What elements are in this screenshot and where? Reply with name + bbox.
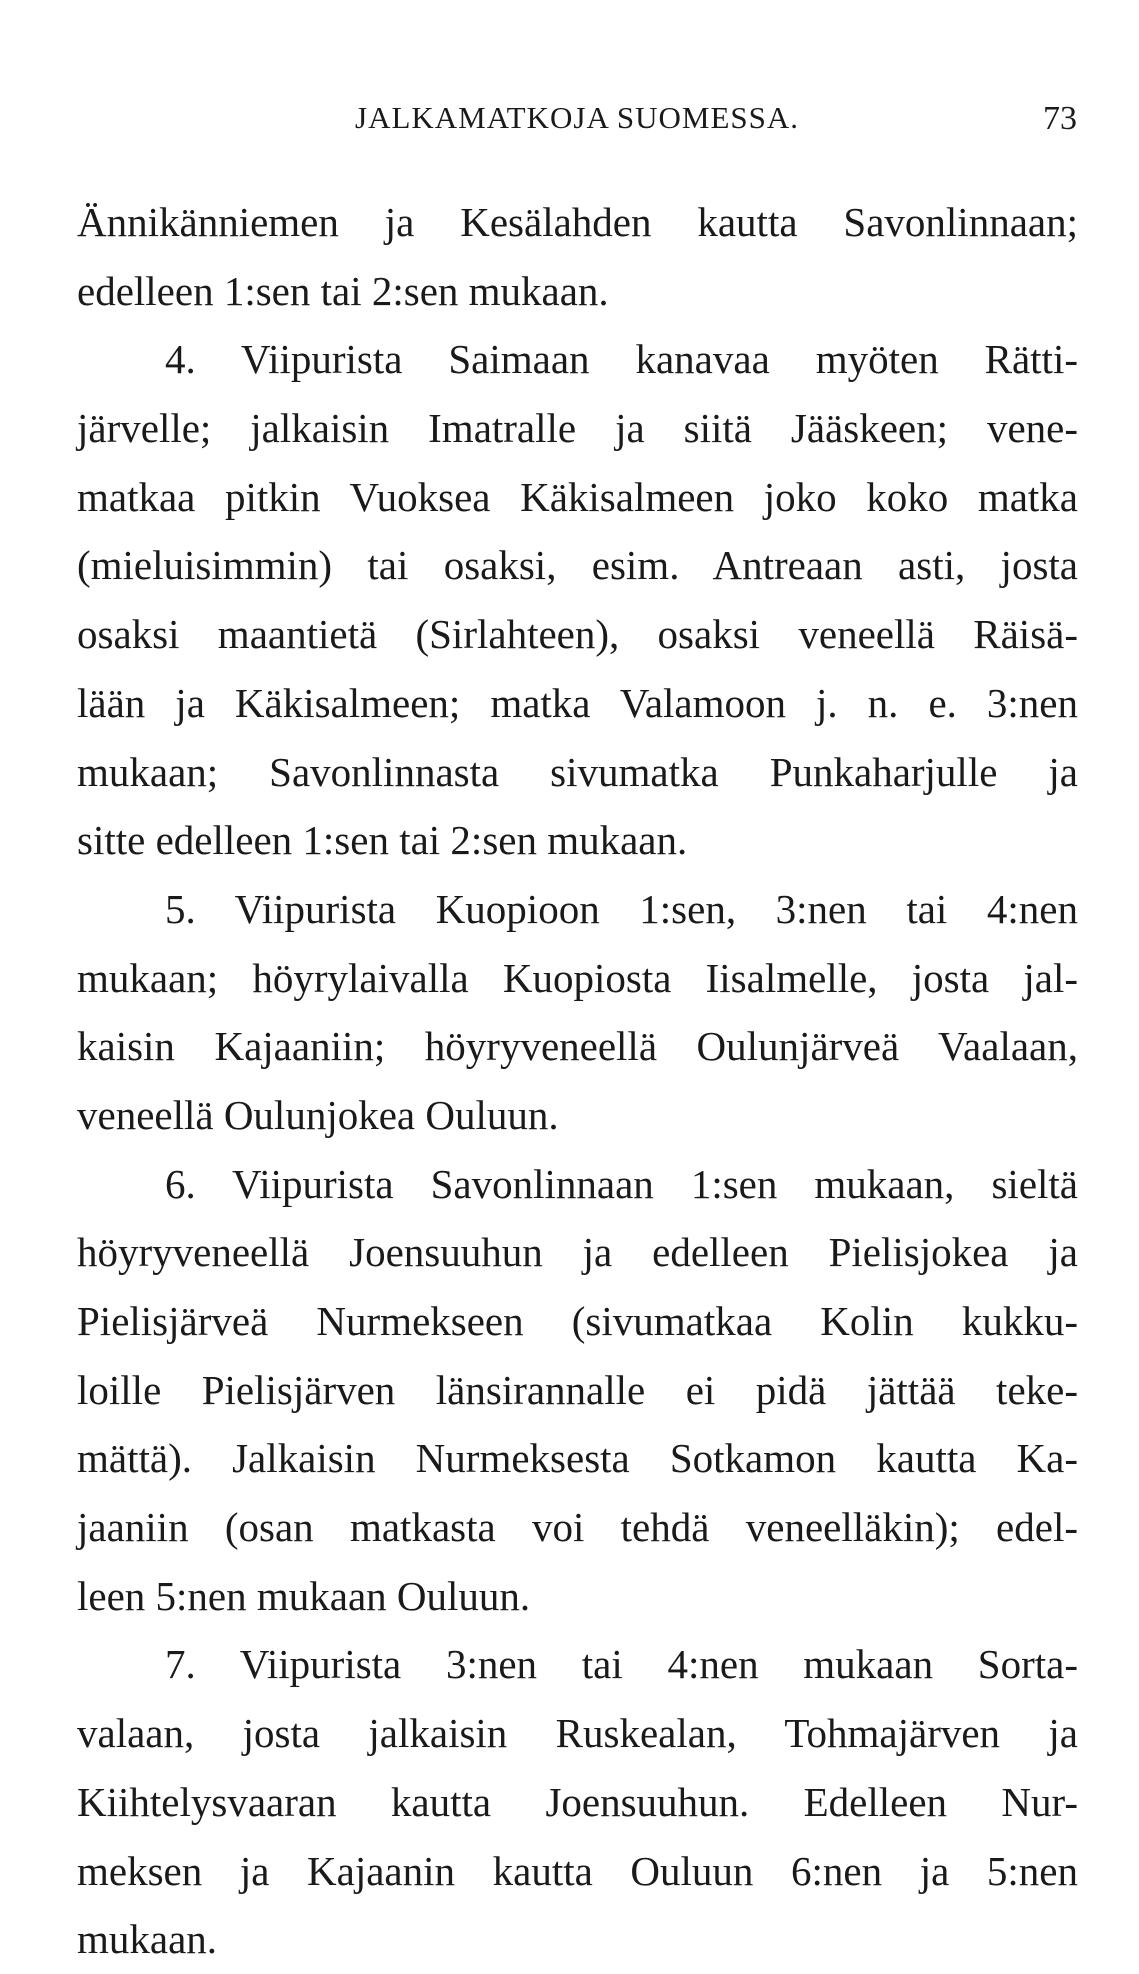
text-line: veneellä Oulunjokea Ouluun.: [77, 1091, 559, 1138]
text-line: mättä). Jalkaisin Nurmeksesta Sotkamon kautta Ka-: [77, 1435, 1078, 1482]
text-line: lään ja Käkisalmeen; matka Valamoon j. n. e. 3:nen: [77, 679, 1078, 726]
text-line: 7. Viipurista 3:nen tai 4:nen mukaan Sorta-: [165, 1641, 1078, 1688]
text-line: leen 5:nen mukaan Ouluun.: [77, 1572, 531, 1619]
text-line: osaksi maantietä (Sirlahteen), osaksi veneellä Räisä-: [77, 611, 1078, 658]
text-line: mukaan.: [77, 1916, 218, 1963]
text-line: kaisin Kajaaniin; höyryveneellä Oulunjärveä Vaalaan,: [77, 1023, 1078, 1070]
text-line: sitte edelleen 1:sen tai 2:sen mukaan.: [77, 817, 688, 864]
text-line: (mieluisimmin) tai osaksi, esim. Antreaan asti, josta: [77, 542, 1078, 589]
text-line: mukaan; Savonlinnasta sivumatka Punkaharjulle ja: [77, 748, 1078, 795]
text-line: matkaa pitkin Vuoksea Käkisalmeen joko koko matka: [77, 473, 1078, 520]
page-number: 73: [1043, 100, 1077, 137]
text-line: loille Pielisjärven länsirannalle ei pidä jättää teke-: [77, 1366, 1078, 1413]
text-line: mukaan; höyrylaivalla Kuopiosta Iisalmelle, josta jal-: [77, 954, 1078, 1001]
text-line: Ännikänniemen ja Kesälahden kautta Savonlinnaan;: [77, 199, 1078, 245]
text-line: jaaniin (osan matkasta voi tehdä veneelläkin); edel-: [77, 1504, 1078, 1551]
text-line: valaan, josta jalkaisin Ruskealan, Tohmajärven ja: [77, 1710, 1078, 1757]
text-line: Kiihtelysvaaran kautta Joensuuhun. Edelleen Nur-: [77, 1778, 1078, 1825]
running-head: JALKAMATKOJA SUOMESSA.: [355, 100, 800, 135]
text-line: höyryveneellä Joensuuhun ja edelleen Pielisjokea ja: [77, 1229, 1078, 1276]
text-line: Pielisjärveä Nurmekseen (sivumatkaa Kolin kukku-: [77, 1298, 1078, 1344]
text-line: meksen ja Kajaanin kautta Ouluun 6:nen ja 5:nen: [77, 1847, 1078, 1894]
text-line: 5. Viipurista Kuopioon 1:sen, 3:nen tai 4:nen: [165, 885, 1078, 932]
text-line: 4. Viipurista Saimaan kanavaa myöten Rätti-: [165, 336, 1078, 383]
body-text: [77, 188, 1078, 1974]
text-line: 6. Viipurista Savonlinnaan 1:sen mukaan, sieltä: [165, 1160, 1078, 1207]
text-line: järvelle; jalkaisin Imatralle ja siitä Jääskeen; vene-: [77, 405, 1078, 452]
text-line: edelleen 1:sen tai 2:sen mukaan.: [77, 267, 609, 314]
